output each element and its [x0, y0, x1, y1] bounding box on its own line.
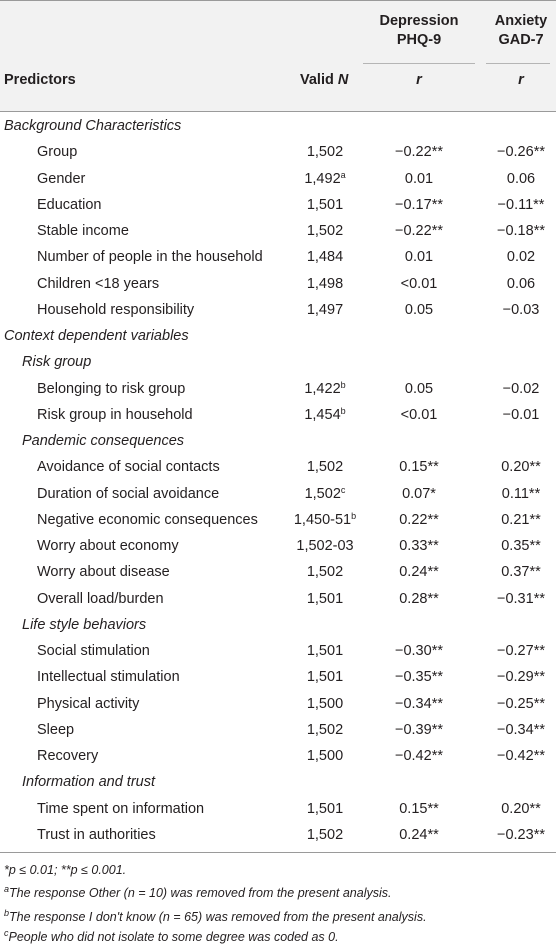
valid-n-value: 1,502 [306, 564, 344, 581]
valid-n-cell [286, 826, 364, 844]
depression-r-cell: −0.35** [395, 669, 443, 686]
predictor-label: Belonging to risk group [37, 380, 186, 397]
anxiety-header-line2: GAD-7 [498, 32, 544, 48]
valid-n-cell [286, 301, 364, 319]
valid-n-footnote-marker: b [351, 510, 357, 521]
anxiety-r-cell: −0.23** [497, 826, 545, 843]
depression-r-cell: 0.24** [399, 826, 439, 843]
valid-n-cell [286, 563, 364, 581]
subsection-heading: Pandemic consequences [22, 433, 185, 449]
predictor-label: Number of people in the household [37, 249, 263, 266]
valid-n-footnote-marker: a [340, 169, 346, 180]
valid-n-value: 1,484 [306, 249, 344, 266]
valid-n-cell [286, 170, 364, 188]
anxiety-r-header: r [518, 72, 524, 88]
valid-n-value: 1,501 [306, 669, 344, 686]
predictor-label: Intellectual stimulation [37, 669, 180, 686]
predictor-label: Trust in authorities [37, 826, 156, 843]
valid-n-value: 1,502 [306, 721, 344, 738]
depression-r-cell: 0.15** [399, 800, 439, 817]
predictors-header: Predictors [4, 72, 76, 88]
depression-r-cell: 0.22** [399, 511, 439, 528]
valid-n-cell [286, 458, 364, 476]
valid-n-cell [286, 196, 364, 214]
subsection-heading: Life style behaviors [22, 616, 147, 633]
table-top-rule [0, 0, 556, 1]
valid-n-footnote-marker: c [340, 484, 346, 495]
anxiety-r-cell: 0.21** [501, 511, 541, 528]
anxiety-r-cell: 0.02 [506, 249, 536, 266]
predictor-label: Gender [37, 170, 86, 187]
subsection-heading: Information and trust [22, 774, 155, 791]
footnote [4, 862, 126, 878]
anxiety-r-cell: −0.27** [497, 643, 545, 659]
depression-r-cell: 0.01 [404, 249, 434, 266]
anxiety-r-cell: 0.06 [506, 275, 536, 292]
footnote [4, 885, 392, 901]
depression-r-cell: −0.39** [395, 721, 443, 738]
depression-column-rule [363, 63, 475, 64]
footnote-marker: a [4, 884, 10, 894]
depression-r-cell: 0.01 [404, 170, 434, 187]
depression-r-cell: 0.24** [399, 564, 439, 581]
valid-n-cell [286, 248, 364, 266]
valid-n-cell [286, 222, 364, 240]
table-bottom-rule [0, 852, 556, 853]
predictor-label: Physical activity [37, 695, 140, 712]
valid-n-value: 1,500 [306, 748, 344, 764]
anxiety-r-cell: −0.42** [497, 748, 545, 764]
valid-n-cell [286, 695, 364, 713]
valid-n-value: 1,498 [306, 275, 344, 292]
valid-n-value: 1,502 [306, 826, 344, 843]
depression-r-cell: −0.17** [395, 196, 443, 213]
anxiety-r-cell: 0.06 [506, 170, 536, 187]
predictor-label: Worry about economy [37, 538, 179, 554]
anxiety-r-cell: −0.01 [502, 406, 540, 423]
valid-n-cell [286, 143, 364, 161]
footnote [4, 929, 339, 945]
valid-n-cell [286, 590, 364, 608]
anxiety-r-cell: 0.11** [501, 485, 541, 502]
valid-n-value: 1,502 [306, 223, 344, 239]
valid-n-cell [286, 275, 364, 293]
valid-n-value: 1,501 [306, 800, 344, 817]
footnote-marker: b [4, 908, 10, 918]
anxiety-r-cell: −0.02 [502, 380, 540, 397]
subsection-heading: Risk group [22, 354, 92, 371]
section-heading: Background Characteristics [4, 118, 182, 134]
anxiety-r-cell: 0.20** [501, 800, 541, 817]
valid-n-footnote-marker: b [340, 405, 346, 416]
anxiety-header-line1: Anxiety [494, 13, 548, 29]
valid-n-value: 1,501 [306, 590, 344, 607]
anxiety-r-cell: −0.11** [497, 196, 545, 213]
anxiety-r-cell: 0.35** [501, 538, 541, 554]
predictor-label: Household responsibility [37, 301, 195, 318]
depression-r-cell: 0.28** [399, 590, 439, 607]
predictor-label: Stable income [37, 223, 129, 239]
valid-n-value: 1,502-03 [296, 538, 354, 554]
footnote-marker: c [4, 928, 9, 938]
anxiety-r-cell: −0.25** [497, 695, 545, 712]
valid-n-value: 1,502 [304, 485, 341, 502]
predictor-label: Education [37, 196, 102, 213]
anxiety-r-cell: −0.31** [497, 590, 545, 607]
valid-n-value: 1,450-51 [293, 511, 352, 528]
depression-header-line2: PHQ-9 [396, 32, 442, 48]
valid-n-header-n: N [337, 72, 349, 88]
depression-r-cell: <0.01 [400, 275, 438, 292]
valid-n-cell [286, 511, 364, 529]
valid-n-value: 1,422 [304, 380, 341, 397]
predictor-label: Time spent on information [37, 800, 205, 817]
anxiety-r-cell: −0.26** [497, 144, 545, 161]
header-bottom-rule [0, 111, 556, 112]
predictor-label: Sleep [37, 721, 75, 738]
valid-n-cell [286, 485, 364, 503]
anxiety-r-cell: −0.34** [497, 721, 545, 738]
anxiety-r-cell: −0.29** [497, 669, 545, 686]
valid-n-cell [286, 380, 364, 398]
valid-n-value: 1,501 [306, 643, 344, 659]
valid-n-value: 1,501 [306, 196, 344, 213]
predictor-label: Duration of social avoidance [37, 485, 220, 502]
section-heading: Context dependent variables [4, 328, 189, 344]
depression-r-cell: 0.05 [404, 301, 434, 318]
anxiety-r-cell: −0.03 [502, 301, 540, 318]
depression-r-cell: 0.05 [404, 380, 434, 397]
valid-n-cell [286, 721, 364, 739]
predictor-label: Negative economic consequences [37, 511, 258, 528]
valid-n-value: 1,500 [306, 695, 344, 712]
valid-n-value: 1,492 [304, 170, 341, 187]
anxiety-r-cell: −0.18** [497, 223, 545, 239]
anxiety-r-cell: 0.20** [501, 459, 541, 476]
valid-n-value: 1,454 [304, 406, 341, 423]
depression-r-cell: −0.34** [395, 695, 443, 712]
valid-n-value: 1,502 [306, 144, 344, 161]
valid-n-cell [286, 668, 364, 686]
depression-r-cell: 0.07* [402, 485, 436, 502]
predictor-label: Group [37, 144, 78, 161]
predictor-label: Children <18 years [37, 275, 160, 292]
valid-n-value: 1,502 [306, 459, 344, 476]
valid-n-cell [286, 406, 364, 424]
valid-n-header-prefix: Valid [300, 72, 338, 88]
valid-n-cell [286, 537, 364, 555]
depression-r-header: r [416, 72, 422, 88]
valid-n-cell [286, 642, 364, 660]
depression-r-cell: <0.01 [400, 406, 438, 423]
valid-n-footnote-marker: b [340, 379, 346, 390]
predictor-label: Risk group in household [37, 406, 193, 423]
anxiety-r-cell: 0.37** [501, 564, 541, 581]
depression-r-cell: −0.22** [395, 223, 443, 239]
valid-n-cell [286, 800, 364, 818]
depression-r-cell: −0.42** [395, 748, 443, 764]
footnote-text: *p ≤ 0.01; **p ≤ 0.001. [4, 863, 127, 877]
depression-r-cell: −0.22** [395, 144, 443, 161]
depression-r-cell: −0.30** [395, 643, 443, 659]
footnote [4, 909, 427, 925]
valid-n-header [300, 71, 348, 89]
footnote-text: People who did not isolate to some degree was coded as 0. [8, 930, 339, 944]
depression-header-line1: Depression [379, 13, 459, 29]
valid-n-value: 1,497 [306, 301, 344, 318]
predictor-label: Overall load/burden [37, 590, 164, 607]
depression-r-cell: 0.33** [399, 538, 439, 554]
valid-n-cell [286, 747, 364, 765]
anxiety-column-rule [486, 63, 550, 64]
depression-r-cell: 0.15** [399, 459, 439, 476]
predictor-label: Social stimulation [37, 643, 150, 659]
predictor-label: Recovery [37, 748, 99, 764]
footnote-text: The response Other (n = 10) was removed from the present analysis. [9, 886, 392, 900]
predictor-label: Avoidance of social contacts [37, 459, 220, 476]
predictor-label: Worry about disease [37, 564, 170, 581]
footnote-text: The response I don't know (n = 65) was removed from the present analysis. [9, 910, 427, 924]
